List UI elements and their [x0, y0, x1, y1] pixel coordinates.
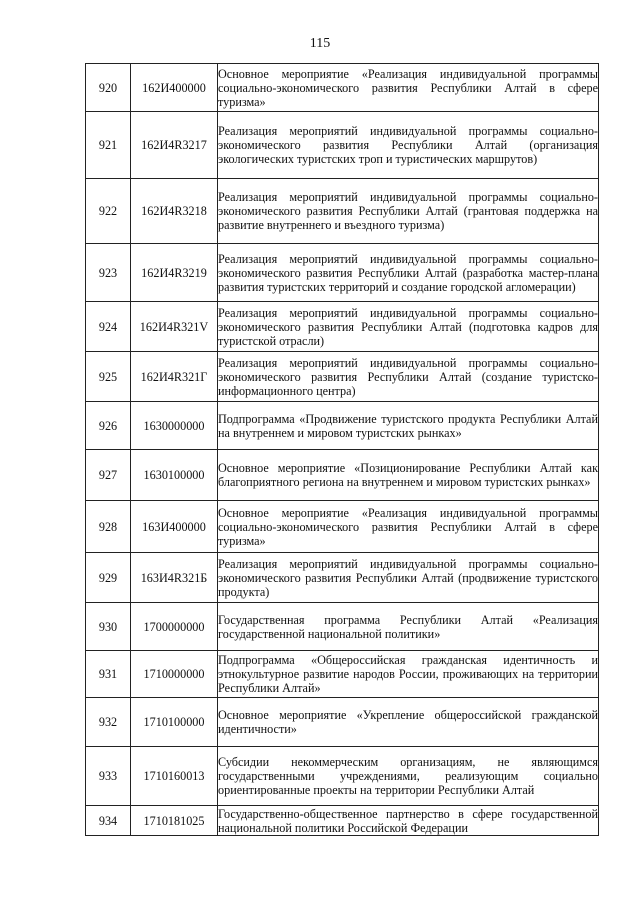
- row-number: 929: [86, 553, 131, 603]
- row-number: 926: [86, 402, 131, 450]
- row-number: 922: [86, 179, 131, 244]
- row-code: 162И4R3217: [131, 112, 218, 179]
- row-description: Основное мероприятие «Реализация индивидуальной программы социально-экономического развития Республики Алтай в сфере туризма»: [218, 64, 599, 112]
- row-number: 921: [86, 112, 131, 179]
- row-code: 162И4R321Г: [131, 352, 218, 402]
- table-row: [86, 450, 599, 501]
- table-row: [86, 112, 599, 179]
- row-description: Основное мероприятие «Укрепление общероссийской гражданской идентичности»: [218, 698, 599, 747]
- table-row: [86, 747, 599, 806]
- row-number: 925: [86, 352, 131, 402]
- table-row: [86, 806, 599, 836]
- row-number: 931: [86, 651, 131, 698]
- row-number: 932: [86, 698, 131, 747]
- table-row: [86, 244, 599, 302]
- budget-classification-table: [85, 63, 599, 836]
- row-description: Основное мероприятие «Позиционирование Республики Алтай как благоприятного региона на внутреннем и мировом туристских рынках»: [218, 450, 599, 501]
- row-code: 163И4R321Б: [131, 553, 218, 603]
- row-code: 1710181025: [131, 806, 218, 836]
- row-code: 1630100000: [131, 450, 218, 501]
- row-code: 1710000000: [131, 651, 218, 698]
- row-number: 924: [86, 302, 131, 352]
- row-number: 934: [86, 806, 131, 836]
- table-row: [86, 179, 599, 244]
- row-number: 920: [86, 64, 131, 112]
- table-row: [86, 402, 599, 450]
- row-number: 923: [86, 244, 131, 302]
- table-row: [86, 352, 599, 402]
- row-code: 162И400000: [131, 64, 218, 112]
- row-code: 162И4R321V: [131, 302, 218, 352]
- row-code: 1710160013: [131, 747, 218, 806]
- table-row: [86, 651, 599, 698]
- row-code: 1700000000: [131, 603, 218, 651]
- table-row: [86, 501, 599, 553]
- row-code: 1710100000: [131, 698, 218, 747]
- table-row: [86, 603, 599, 651]
- row-number: 927: [86, 450, 131, 501]
- page-number: 115: [309, 36, 331, 51]
- row-description: Реализация мероприятий индивидуальной программы социально-экономического развития Республики Алтай (продвижение туристского продукта): [218, 553, 599, 603]
- row-description: Подпрограмма «Продвижение туристского продукта Республики Алтай на внутреннем и мировом туристских рынках»: [218, 402, 599, 450]
- row-description: Реализация мероприятий индивидуальной программы социально-экономического развития Республики Алтай (подготовка кадров для туристской отрасли): [218, 302, 599, 352]
- table-row: [86, 553, 599, 603]
- row-number: 928: [86, 501, 131, 553]
- row-description: Государственная программа Республики Алтай «Реализация государственной национальной политики»: [218, 603, 599, 651]
- row-number: 933: [86, 747, 131, 806]
- row-code: 163И400000: [131, 501, 218, 553]
- row-description: Реализация мероприятий индивидуальной программы социально-экономического развития Республики Алтай (грантовая поддержка на развитие внутреннего и въездного туризма): [218, 179, 599, 244]
- row-description: Подпрограмма «Общероссийская гражданская идентичность и этнокультурное развитие народов России, проживающих на территории Республики Алтай»: [218, 651, 599, 698]
- table-row: [86, 698, 599, 747]
- row-code: 162И4R3219: [131, 244, 218, 302]
- row-description: Государственно-общественное партнерство в сфере государственной национальной политики Российской Федерации: [218, 806, 598, 835]
- row-code: 162И4R3218: [131, 179, 218, 244]
- row-number: 930: [86, 603, 131, 651]
- table-row: [86, 302, 599, 352]
- table-row: [86, 64, 599, 112]
- row-description: Субсидии некоммерческим организациям, не являющимся государственными учреждениями, реализующим социально ориентированные проекты на территории Республики Алтай: [218, 747, 599, 806]
- row-description: Реализация мероприятий индивидуальной программы социально-экономического развития Республики Алтай (разработка мастер-плана развития туристских территорий и создание городской агломерации): [218, 244, 599, 302]
- row-description: Реализация мероприятий индивидуальной программы социально-экономического развития Республики Алтай (организация экологических туристских троп и туристических маршрутов): [218, 112, 599, 179]
- row-description: Основное мероприятие «Реализация индивидуальной программы социально-экономического развития Республики Алтай в сфере туризма»: [218, 501, 599, 553]
- row-description: Реализация мероприятий индивидуальной программы социально-экономического развития Республики Алтай (создание туристско-информационного центра): [218, 352, 599, 402]
- row-code: 1630000000: [131, 402, 218, 450]
